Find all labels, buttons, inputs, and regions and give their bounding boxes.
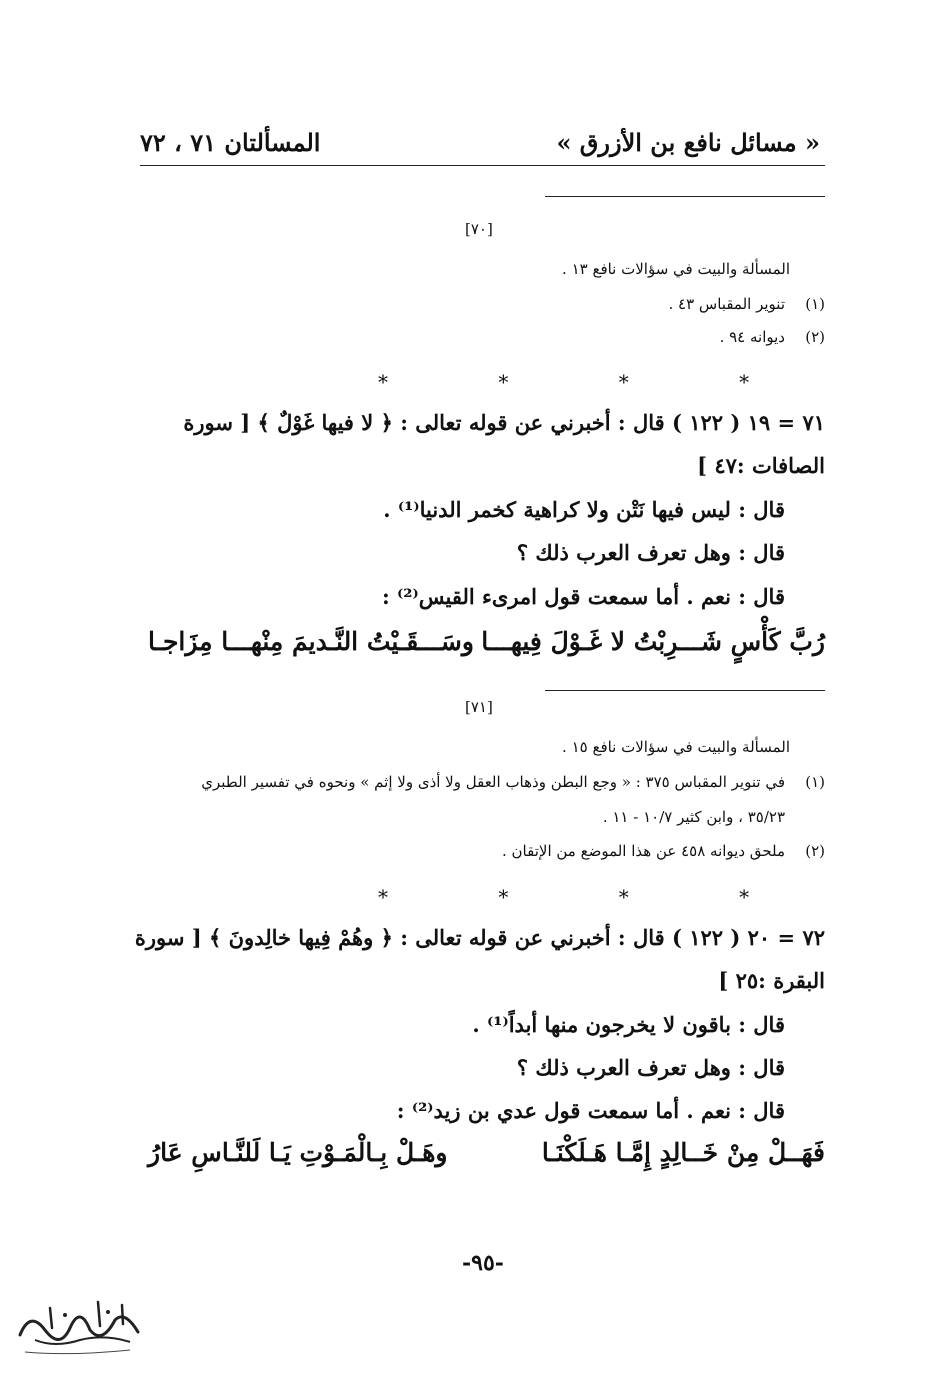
footnote-divider <box>545 196 825 197</box>
footnote-intro: المسألة والبيت في سؤالات نافع ١٥ . <box>562 738 790 756</box>
footnote-item: (١)تنوير المقباس ٤٣ . <box>668 295 825 313</box>
verse-hemistich-left: وسَـــقَـيْتُ النَّـديمَ مِنْهـــا مِزَاجـا <box>148 627 474 656</box>
answer-line: قال : نعم . أما سمعت قول امرىء القيس⁽²⁾ : <box>381 584 785 609</box>
section-separator: * * * * <box>378 885 802 909</box>
footnote-ref: [٧٠] <box>465 220 493 238</box>
footnote-intro: المسألة والبيت في سؤالات نافع ١٣ . <box>562 260 790 278</box>
calligraphy-stamp-logo <box>10 1290 145 1360</box>
question-line: ٧٢ = ٢٠ ( ١٢٢ ) قال : أخبرني عن قوله تعالى : ﴿ وهُمْ فِيها خالِدونَ ﴾ [ سورة <box>134 925 825 950</box>
footnote-item: ٣٥/٢٣ ، وابن كثير ١٠/٧ - ١١ . <box>602 808 785 826</box>
verse-hemistich-left: وهَـلْ بِـالْمَـوْتِ يَـا لَلنَّـاسِ عَارُ <box>148 1138 448 1167</box>
footnote-item: (٢)ملحق ديوانه ٤٥٨ عن هذا الموضع من الإتقان . <box>502 842 825 860</box>
section-separator: * * * * <box>378 370 802 394</box>
section-title: المسألتان ٧١ ، ٧٢ <box>140 128 321 157</box>
footnote-item: (٢)ديوانه ٩٤ . <box>719 328 825 346</box>
footnote-item: (١)في تنوير المقباس ٣٧٥ : « وجع البطن وذهاب العقل ولا أذى ولا إثم » ونحوه في تفسير الطبري <box>201 773 825 791</box>
question-line: ٧١ = ١٩ ( ١٢٢ ) قال : أخبرني عن قوله تعالى : ﴿ لا فيها غَوْلٌ ﴾ [ سورة <box>183 410 825 435</box>
header-divider <box>140 165 825 166</box>
footnote-ref: [٧١] <box>465 698 493 716</box>
answer-line: قال : وهل تعرف العرب ذلك ؟ <box>516 540 785 565</box>
running-title: « مسائل نافع بن الأزرق » <box>556 128 820 157</box>
verse-hemistich-right: رُبَّ كَأْسٍ شَـــرِبْتُ لا غَـوْلَ فِيهـــا <box>481 627 825 656</box>
page-number: -٩٥- <box>462 1250 504 1276</box>
verse-hemistich-right: فَهَــلْ مِنْ خَــالِدٍ إِمَّـا هَـلَكْنَـا <box>541 1138 825 1167</box>
answer-line: قال : وهل تعرف العرب ذلك ؟ <box>516 1055 785 1080</box>
answer-line: قال : نعم . أما سمعت قول عدي بن زيد⁽²⁾ : <box>396 1098 785 1123</box>
footnote-divider <box>545 690 825 691</box>
answer-line: قال : باقون لا يخرجون منها أبداً⁽¹⁾ . <box>472 1012 785 1037</box>
question-line: الصافات :٤٧ ] <box>697 453 825 478</box>
question-line: البقرة :٢٥ ] <box>718 968 825 993</box>
answer-line: قال : ليس فيها نَتْن ولا كراهية كخمر الدنيا⁽¹⁾ . <box>383 497 785 522</box>
